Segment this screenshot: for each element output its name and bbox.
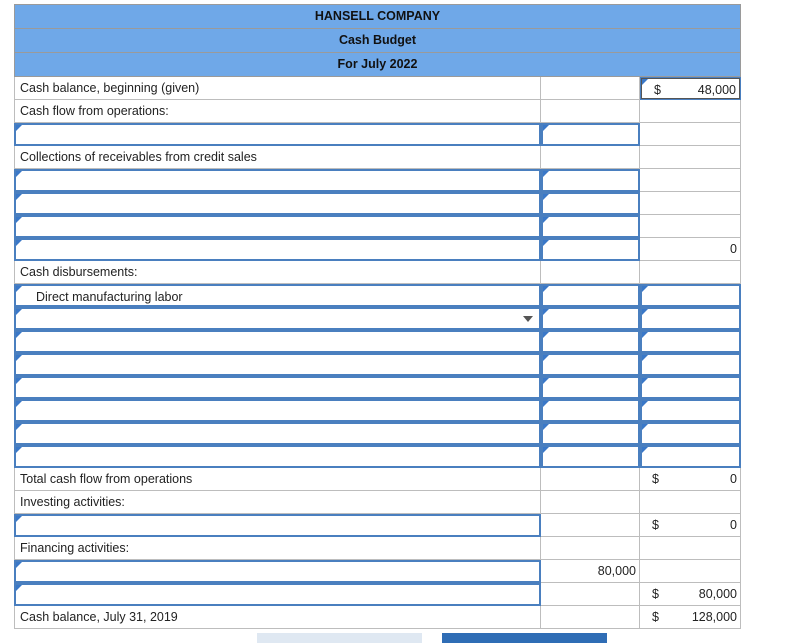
empty-cell	[640, 261, 741, 284]
disbursement-label-input[interactable]	[14, 399, 541, 422]
empty-cell	[541, 606, 640, 629]
collections-line-label-input[interactable]	[14, 192, 541, 215]
empty-cell	[640, 192, 741, 215]
direct-labor-total-input[interactable]	[640, 284, 741, 307]
financing-total-value: 80,000	[698, 587, 737, 601]
financing-heading-label: Financing activities:	[14, 537, 541, 560]
ending-balance-value: 128,000	[691, 610, 737, 624]
collections-heading-row	[14, 146, 741, 169]
financing-total-amount	[640, 583, 741, 606]
collections-input-row	[14, 215, 741, 238]
direct-labor-row	[14, 284, 741, 307]
disbursement-amount-input[interactable]	[541, 330, 640, 353]
empty-cell	[640, 537, 741, 560]
disbursement-total-input[interactable]	[640, 422, 741, 445]
investing-label-input[interactable]	[14, 514, 541, 537]
collections-line-amount-input[interactable]	[541, 215, 640, 238]
collections-label: Collections of receivables from credit sales	[14, 146, 541, 169]
beginning-balance-label: Cash balance, beginning (given)	[14, 77, 541, 100]
disbursement-input-row	[14, 353, 741, 376]
disbursement-label-input[interactable]	[14, 353, 541, 376]
ending-balance-label: Cash balance, July 31, 2019	[14, 606, 541, 629]
disbursement-input-row	[14, 376, 741, 399]
previous-button[interactable]	[257, 633, 422, 643]
investing-total-amount	[640, 514, 741, 537]
company-name-header: HANSELL COMPANY	[14, 4, 741, 28]
collections-input-row	[14, 192, 741, 215]
collections-subtotal-row	[14, 238, 741, 261]
investing-heading-label: Investing activities:	[14, 491, 541, 514]
disbursement-amount-input[interactable]	[541, 399, 640, 422]
empty-cell	[541, 583, 640, 606]
direct-labor-amount-input[interactable]	[541, 284, 640, 307]
disbursement-amount-input[interactable]	[541, 422, 640, 445]
total-cfo-amount	[640, 468, 741, 491]
ending-balance-row	[14, 606, 741, 629]
disbursement-total-input[interactable]	[640, 399, 741, 422]
chevron-down-icon[interactable]	[520, 309, 536, 328]
cfo-heading-row	[14, 100, 741, 123]
budget-period-header: For July 2022	[14, 52, 741, 77]
disbursement-input-row	[14, 330, 741, 353]
disbursement-total-input[interactable]	[640, 445, 741, 468]
disbursement-label-input[interactable]	[14, 422, 541, 445]
collections-line-label-input[interactable]	[14, 169, 541, 192]
disbursement-total-input[interactable]	[640, 307, 741, 330]
collections-input-row	[14, 169, 741, 192]
collections-line-amount-input[interactable]	[541, 169, 640, 192]
financing-item-value: 80,000	[541, 560, 640, 583]
disbursement-amount-input[interactable]	[541, 353, 640, 376]
dollar-sign: $	[652, 472, 659, 486]
disbursement-input-row	[14, 422, 741, 445]
empty-cell	[541, 468, 640, 491]
empty-cell	[541, 100, 640, 123]
beginning-balance-row	[14, 77, 741, 100]
cash-budget-table	[14, 4, 741, 629]
financing-total-row	[14, 583, 741, 606]
financing-total-label-input[interactable]	[14, 583, 541, 606]
empty-cell	[640, 215, 741, 238]
disbursement-dropdown-row	[14, 307, 741, 330]
empty-cell	[541, 514, 640, 537]
investing-heading-row	[14, 491, 741, 514]
beginning-balance-amount[interactable]	[640, 77, 741, 100]
disbursement-item-select[interactable]	[14, 307, 541, 330]
beginning-balance-value: 48,000	[697, 83, 736, 97]
collections-line-label-input[interactable]	[14, 215, 541, 238]
disbursement-amount-input[interactable]	[541, 376, 640, 399]
dollar-sign: $	[654, 83, 661, 97]
total-cfo-row	[14, 468, 741, 491]
dollar-sign: $	[652, 518, 659, 532]
collections-line-amount-input[interactable]	[541, 192, 640, 215]
cfo-input-row	[14, 123, 741, 146]
disbursement-input-row	[14, 399, 741, 422]
empty-cell	[541, 261, 640, 284]
collections-subtotal-amount-input[interactable]	[541, 238, 640, 261]
financing-item-row	[14, 560, 741, 583]
empty-cell	[640, 100, 741, 123]
collections-subtotal-label-input[interactable]	[14, 238, 541, 261]
dollar-sign: $	[652, 587, 659, 601]
disbursement-total-input[interactable]	[640, 330, 741, 353]
financing-heading-row	[14, 537, 741, 560]
cfo-line-label-input[interactable]	[14, 123, 541, 146]
empty-cell	[640, 146, 741, 169]
disbursement-label-input[interactable]	[14, 445, 541, 468]
empty-cell	[541, 537, 640, 560]
beginning-balance-mid-cell	[541, 77, 640, 100]
disbursement-amount-input[interactable]	[541, 445, 640, 468]
total-cfo-value: 0	[730, 472, 737, 486]
disbursement-input-row	[14, 445, 741, 468]
empty-cell	[640, 491, 741, 514]
empty-cell	[640, 169, 741, 192]
disbursement-amount-input[interactable]	[541, 307, 640, 330]
collections-subtotal-value: 0	[640, 238, 741, 261]
budget-title-header: Cash Budget	[14, 28, 741, 52]
disbursement-total-input[interactable]	[640, 376, 741, 399]
cfo-heading-label: Cash flow from operations:	[14, 100, 541, 123]
next-button[interactable]	[442, 633, 607, 643]
financing-item-label-input[interactable]	[14, 560, 541, 583]
cfo-line-amount-input[interactable]	[541, 123, 640, 146]
disbursement-total-input[interactable]	[640, 353, 741, 376]
ending-balance-amount	[640, 606, 741, 629]
empty-cell	[541, 491, 640, 514]
empty-cell	[640, 123, 741, 146]
disbursements-heading-row	[14, 261, 741, 284]
disbursement-label-input[interactable]	[14, 376, 541, 399]
investing-total-value: 0	[730, 518, 737, 532]
empty-cell	[541, 146, 640, 169]
disbursement-label-input[interactable]	[14, 330, 541, 353]
investing-input-row	[14, 514, 741, 537]
disbursements-heading-label: Cash disbursements:	[14, 261, 541, 284]
dollar-sign: $	[652, 610, 659, 624]
empty-cell	[640, 560, 741, 583]
direct-labor-label[interactable]: Direct manufacturing labor	[14, 284, 541, 307]
total-cfo-label: Total cash flow from operations	[14, 468, 541, 491]
